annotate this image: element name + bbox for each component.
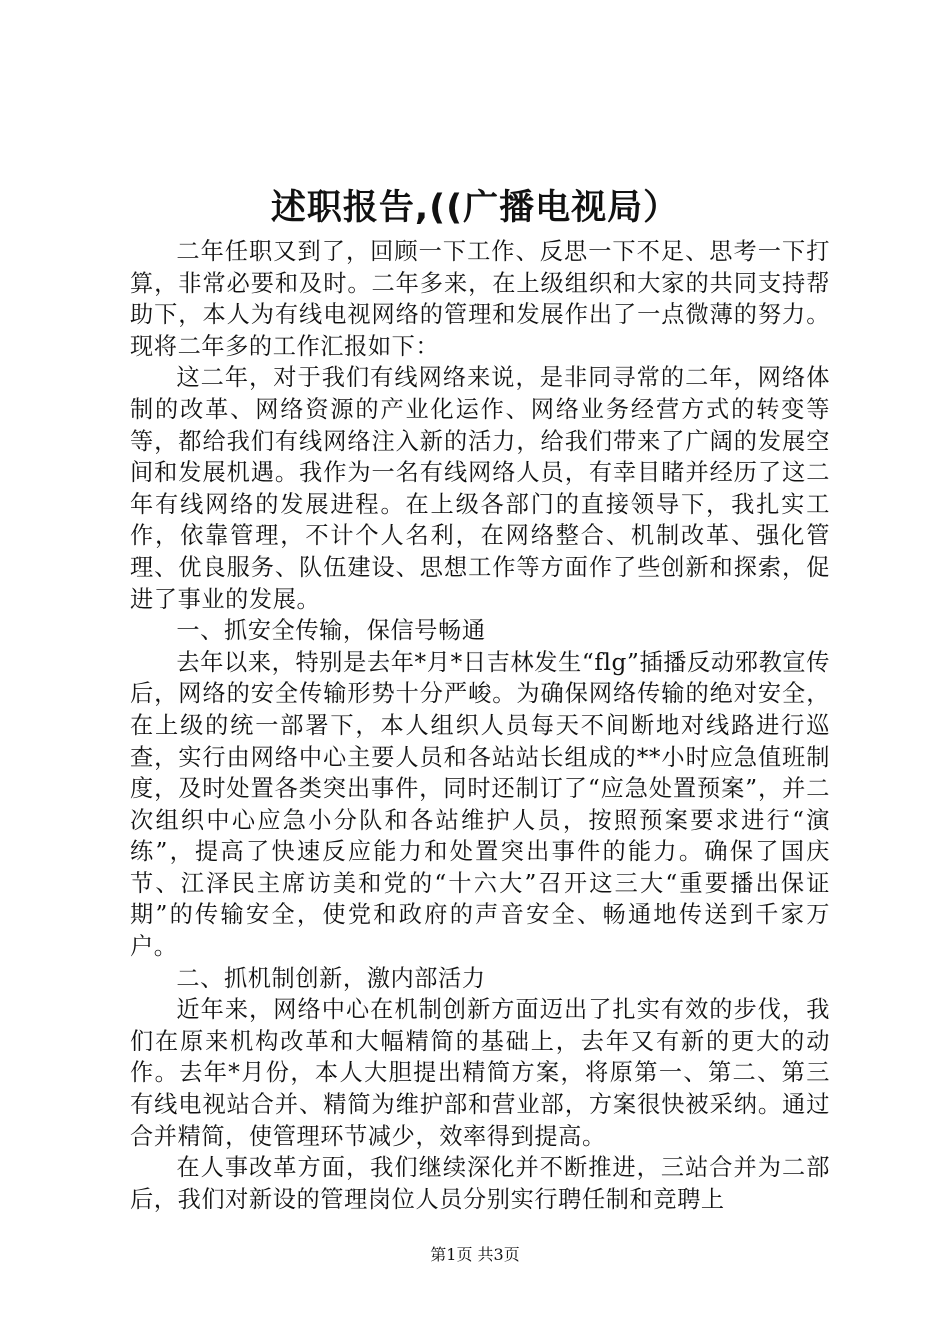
paragraph-security: 去年以来，特别是去年*月*日吉林发生“flg”插播反动邪教宣传后，网络的安全传输形势十分严峻。为确保网络传输的绝对安全，在上级的统一部署下，本人组织人员每天不间断地对线路进行巡查，实行由网络中心主要人员和各站站长组成的**小时应急值班制度，及时处置各类突出事件，同时还制订了“应急处置预案”，并二次组织中心应急小分队和各站维护人员，按照预案要求进行“演练”，提高了快速反应能力和处置突出事件的能力。确保了国庆节、江泽民主席访美和党的“十六大”召开这三大“重要播出保证期”的传输安全，使党和政府的声音安全、畅通地传送到千家万户。 xyxy=(130,648,830,961)
section-heading-2: 二、抓机制创新，激内部活力 xyxy=(176,964,486,992)
page-footer: 第1页 共3页 xyxy=(430,1245,520,1264)
paragraph-overview: 这二年，对于我们有线网络来说，是非同寻常的二年，网络体制的改革、网络资源的产业化运作、网络业务经营方式的转变等等，都给我们有线网络注入新的活力，给我们带来了广阔的发展空间和发展机遇。我作为一名有线网络人员，有幸目睹并经历了这二年有线网络的发展进程。在上级各部门的直接领导下，我扎实工作，依靠管理，不计个人名利，在网络整合、机制改革、强化管理、优良服务、队伍建设、思想工作等方面作了些创新和探索，促进了事业的发展。 xyxy=(130,364,830,613)
section-heading-1: 一、抓安全传输，保信号畅通 xyxy=(176,617,486,645)
paragraph-personnel: 在人事改革方面，我们继续深化并不断推进，三站合并为二部后，我们对新设的管理岗位人员分别实行聘任制和竞聘上 xyxy=(130,1154,830,1213)
document-title: 述职报告,((广播电视局） xyxy=(270,188,680,228)
document-body xyxy=(130,236,830,1215)
paragraph-intro: 二年任职又到了，回顾一下工作、反思一下不足、思考一下打算，非常必要和及时。二年多来，在上级组织和大家的共同支持帮助下，本人为有线电视网络的管理和发展作出了一点微薄的努力。现将二年多的工作汇报如下： xyxy=(130,238,830,360)
paragraph-mechanism: 近年来，网络中心在机制创新方面迈出了扎实有效的步伐，我们在原来机构改革和大幅精简的基础上，去年又有新的更大的动作。去年*月份，本人大胆提出精简方案，将原第一、第二、第三有线电视站合并、精简为维护部和营业部，方案很快被采纳。通过合并精简，使管理环节减少，效率得到提高。 xyxy=(130,996,830,1150)
